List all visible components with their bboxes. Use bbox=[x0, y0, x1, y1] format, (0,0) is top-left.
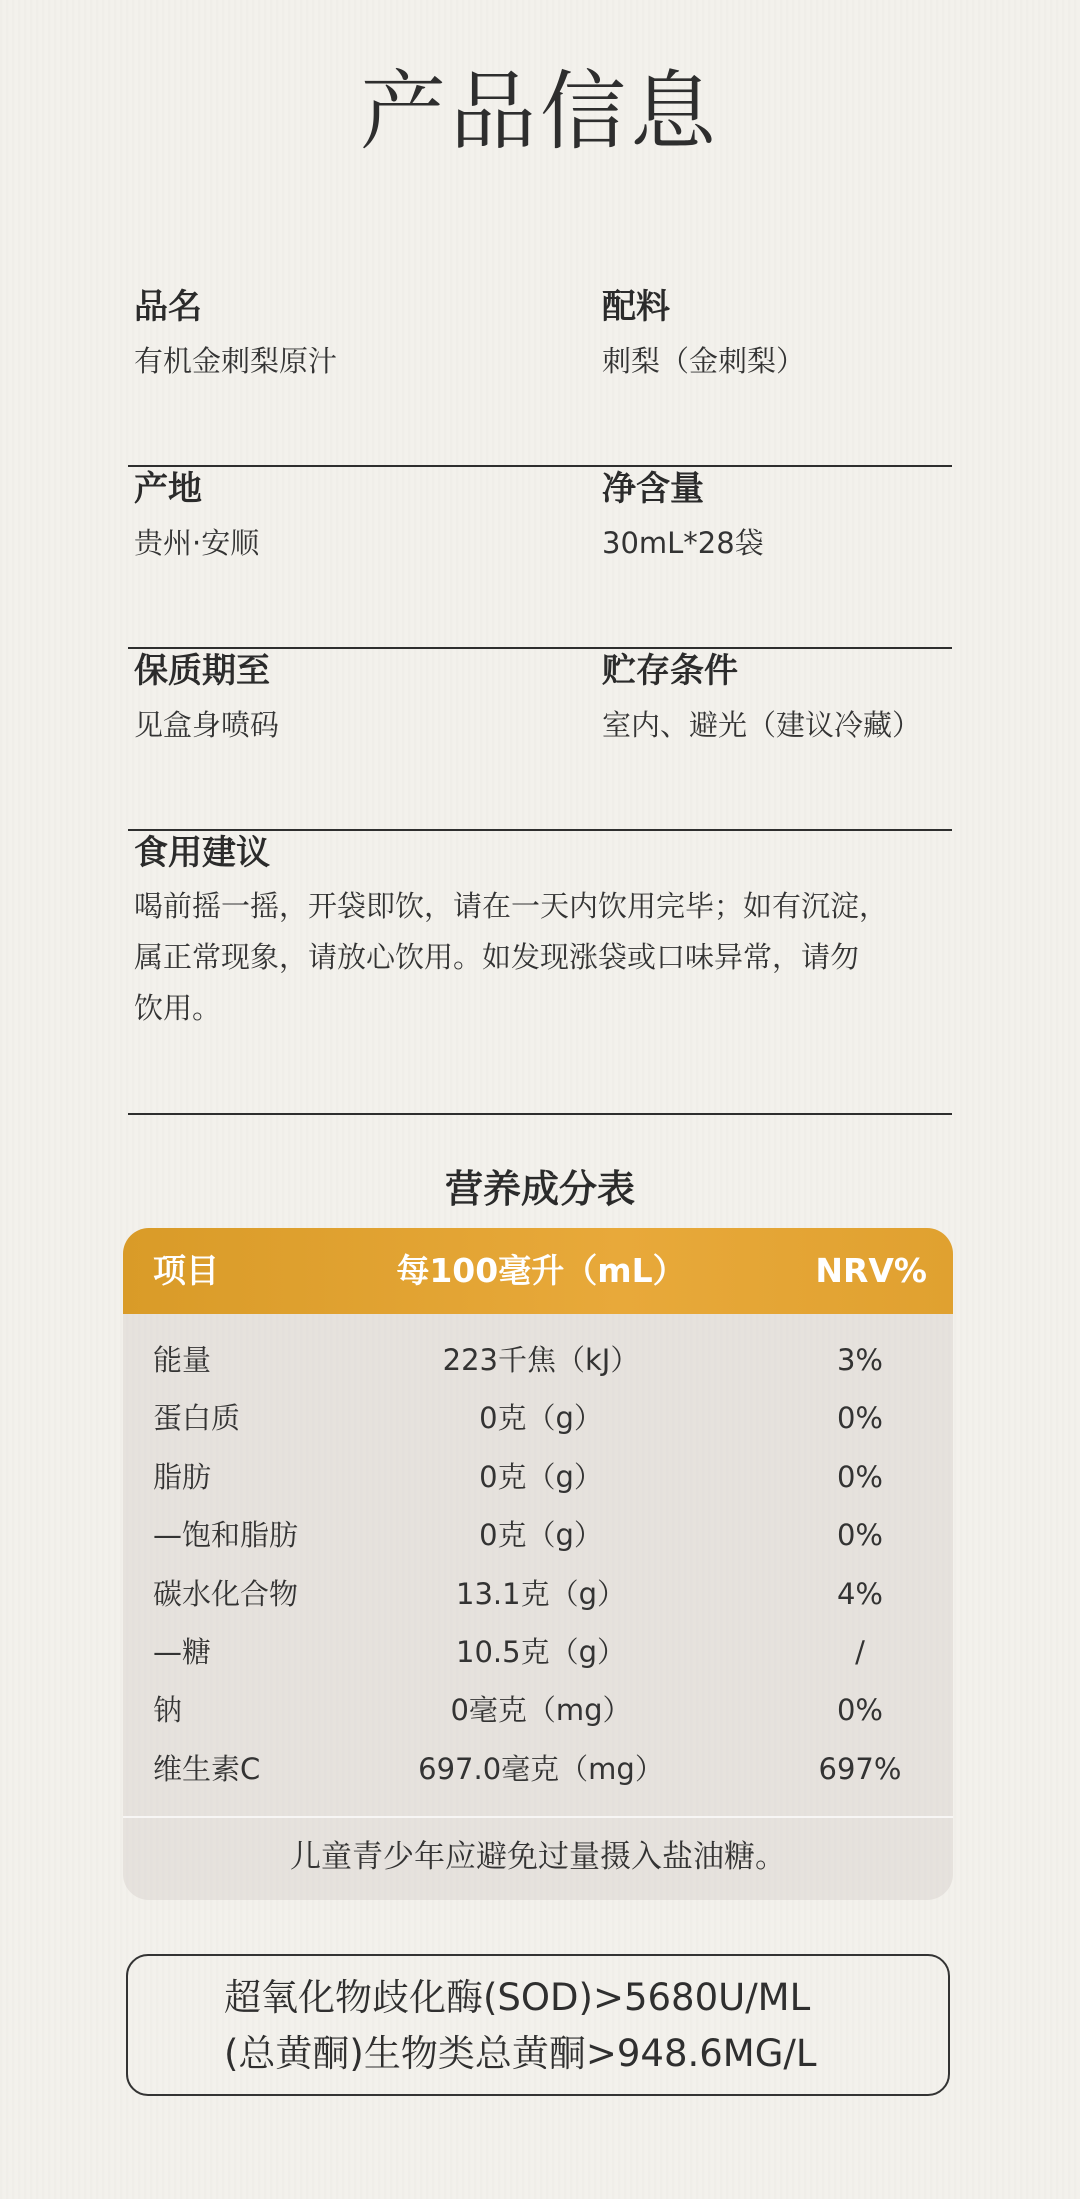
nutrition-table-body bbox=[123, 1340, 953, 1807]
table-row bbox=[123, 1340, 953, 1398]
header-nrv: NRV% bbox=[815, 1251, 927, 1290]
table-row bbox=[123, 1398, 953, 1456]
nutrient-name: 脂肪 bbox=[153, 1459, 212, 1494]
nutrient-amount: 0毫克（mg） bbox=[450, 1693, 632, 1728]
info-cell-ingredients bbox=[602, 285, 805, 381]
nutrient-nrv: 0% bbox=[836, 1459, 883, 1494]
usage-line: 属正常现象，请放心饮用。如发现涨袋或口味异常，请勿 bbox=[134, 940, 860, 974]
nutrient-amount: 13.1克（g） bbox=[456, 1576, 626, 1611]
nutrient-amount: 697.0毫克（mg） bbox=[418, 1751, 664, 1786]
info-label: 净含量 bbox=[602, 469, 704, 509]
info-label: 食用建议 bbox=[134, 833, 270, 873]
table-divider bbox=[123, 1816, 953, 1818]
nutrient-nrv: 697% bbox=[818, 1751, 902, 1786]
nutrient-amount: 0克（g） bbox=[479, 1518, 603, 1553]
info-cell-origin bbox=[134, 467, 259, 563]
product-info-section bbox=[128, 285, 952, 1115]
nutrition-table-header bbox=[123, 1228, 953, 1314]
info-value: 贵州·安顺 bbox=[134, 526, 260, 560]
nutrient-name: —糖 bbox=[153, 1634, 212, 1669]
nutrient-name: 钠 bbox=[153, 1693, 183, 1728]
page-title: 产品信息 bbox=[360, 62, 720, 162]
table-row bbox=[123, 1632, 953, 1690]
nutrient-nrv: 0% bbox=[836, 1518, 883, 1553]
highlight-line-flavonoids: (总黄酮)生物类总黄酮>948.6MG/L bbox=[224, 2032, 817, 2075]
nutrient-nrv: / bbox=[855, 1634, 865, 1669]
nutrient-name: 碳水化合物 bbox=[153, 1576, 299, 1611]
info-cell-product-name bbox=[134, 285, 337, 381]
nutrient-amount: 223千焦（kJ） bbox=[442, 1343, 640, 1377]
nutrient-amount: 10.5克（g） bbox=[456, 1634, 626, 1669]
info-row bbox=[128, 285, 952, 467]
table-row bbox=[123, 1749, 953, 1807]
info-label: 配料 bbox=[602, 287, 670, 327]
table-row bbox=[123, 1574, 953, 1632]
nutrition-table bbox=[123, 1228, 953, 1900]
usage-line: 饮用。 bbox=[134, 991, 222, 1025]
info-label: 产地 bbox=[134, 469, 202, 509]
header-per-100ml: 每100毫升（mL） bbox=[396, 1251, 686, 1290]
info-cell-expiry bbox=[134, 649, 279, 745]
info-row bbox=[128, 649, 952, 831]
info-label: 品名 bbox=[134, 287, 202, 327]
table-row bbox=[123, 1515, 953, 1573]
nutrient-amount: 0克（g） bbox=[479, 1459, 603, 1494]
highlight-line-sod: 超氧化物歧化酶(SOD)>5680U/ML bbox=[224, 1976, 811, 2019]
nutrient-nrv: 3% bbox=[836, 1343, 883, 1377]
usage-text bbox=[134, 881, 954, 1034]
nutrient-amount: 0克（g） bbox=[479, 1401, 603, 1436]
info-value: 30mL*28袋 bbox=[602, 526, 764, 560]
table-row bbox=[123, 1690, 953, 1748]
info-row bbox=[128, 467, 952, 649]
header-item: 项目 bbox=[153, 1251, 219, 1290]
highlight-box bbox=[126, 1954, 950, 2096]
info-cell-storage bbox=[602, 649, 921, 745]
nutrition-note: 儿童青少年应避免过量摄入盐油糖。 bbox=[290, 1839, 786, 1875]
nutrient-name: —饱和脂肪 bbox=[153, 1518, 299, 1553]
info-label: 贮存条件 bbox=[602, 651, 738, 691]
nutrient-nrv: 0% bbox=[836, 1693, 883, 1728]
nutrition-title: 营养成分表 bbox=[444, 1166, 635, 1211]
nutrient-name: 能量 bbox=[153, 1343, 212, 1377]
info-cell-net-content bbox=[602, 467, 764, 563]
nutrient-nrv: 4% bbox=[836, 1576, 883, 1611]
info-value: 有机金刺梨原汁 bbox=[134, 344, 338, 378]
info-value: 刺梨（金刺梨） bbox=[602, 344, 806, 378]
usage-suggestion bbox=[128, 831, 952, 1115]
table-row bbox=[123, 1457, 953, 1515]
nutrient-name: 维生素C bbox=[153, 1751, 261, 1786]
nutrient-nrv: 0% bbox=[836, 1401, 883, 1436]
info-label: 保质期至 bbox=[134, 651, 270, 691]
nutrient-name: 蛋白质 bbox=[153, 1401, 241, 1436]
info-cell-usage bbox=[134, 831, 954, 1034]
info-value: 室内、避光（建议冷藏） bbox=[602, 708, 922, 742]
usage-line: 喝前摇一摇，开袋即饮，请在一天内饮用完毕；如有沉淀， bbox=[134, 889, 889, 923]
info-value: 见盒身喷码 bbox=[134, 708, 280, 742]
